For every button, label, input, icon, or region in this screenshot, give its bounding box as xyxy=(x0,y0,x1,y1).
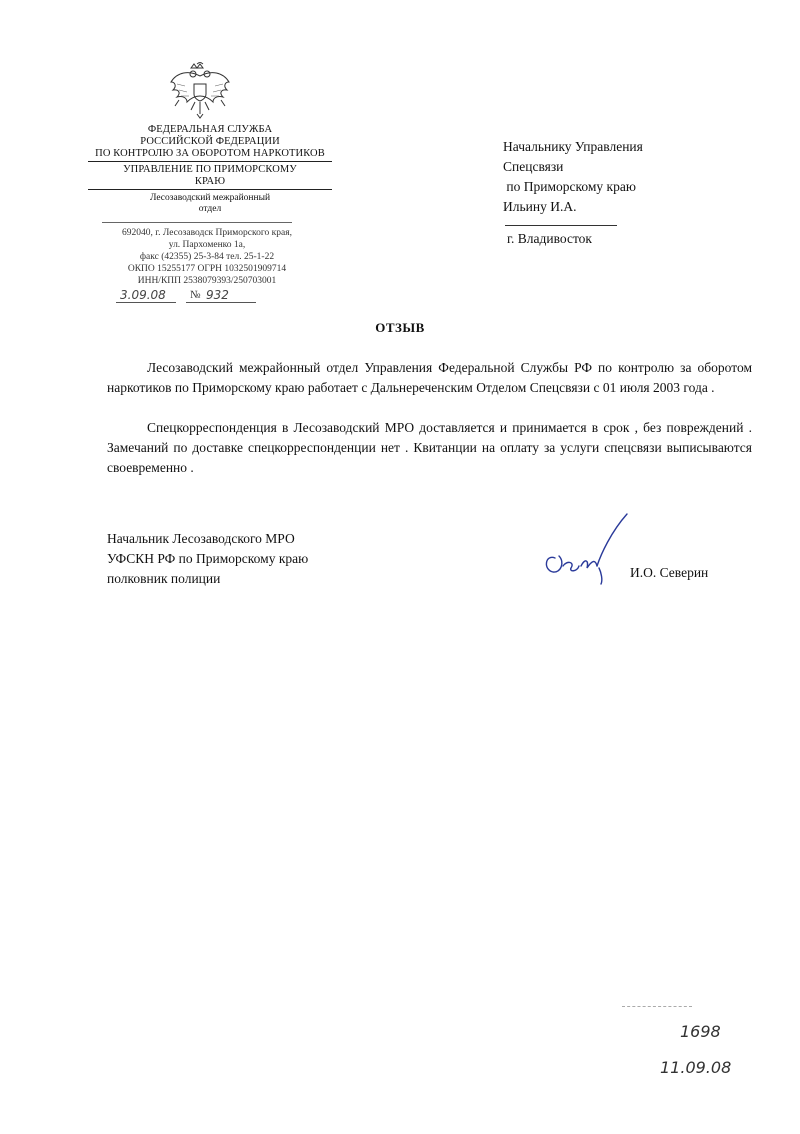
stamp-border xyxy=(622,1006,692,1008)
body-paragraph-1: Лесозаводский межрайонный отдел Управления Федеральной Службы РФ по контролю за оборотом наркотиков по Приморскому краю работает с Дальнереченским Отделом Спецсвязи с 01 июля 2003 года . xyxy=(107,360,752,395)
body-paragraph-2: Спецкорреспонденция в Лесозаводский МРО доставляется и принимается в срок , без повреждений . Замечаний по доставке спецкорреспонденции нет . Квитанции на оплату за услуги спецсвязи выписываются своевременно . xyxy=(107,420,752,475)
signatory-name: И.О. Северин xyxy=(630,565,709,580)
handwritten-number: 932 xyxy=(206,288,229,302)
address-line-1: 692040, г. Лесозаводск Приморского края, xyxy=(122,228,292,238)
letterhead-dept-line-2: КРАЮ xyxy=(194,176,226,187)
registration-date: 11.09.08 xyxy=(660,1058,732,1077)
document-title: ОТЗЫВ xyxy=(375,320,425,335)
recipient-line-4: Ильину И.А. xyxy=(503,199,577,214)
coat-of-arms-emblem xyxy=(167,62,233,122)
handwritten-signature xyxy=(535,510,635,590)
letterhead-org-line-2: РОССИЙСКОЙ ФЕДЕРАЦИИ xyxy=(140,136,280,147)
address-line-2: ул. Пархоменко 1а, xyxy=(168,240,246,250)
signature-line-3: полковник полиции xyxy=(107,571,221,586)
recipient-divider xyxy=(505,225,617,226)
address-line-4: ОКПО 15255177 ОГРН 1032501909714 xyxy=(127,264,287,274)
recipient-line-2: Спецсвязи xyxy=(503,159,564,174)
letterhead-sub-line-2: отдел xyxy=(198,204,222,214)
recipient-line-1: Начальнику Управления xyxy=(503,139,643,154)
date-underline xyxy=(116,302,176,303)
number-underline xyxy=(186,302,256,303)
letterhead-divider xyxy=(88,189,332,190)
letterhead-sub-line-1: Лесозаводский межрайонный xyxy=(149,193,271,203)
address-line-3: факс (42355) 25-3-84 тел. 25-1-22 xyxy=(139,252,275,262)
letterhead-dept-line-1: УПРАВЛЕНИЕ ПО ПРИМОРСКОМУ xyxy=(123,164,297,175)
letterhead-divider xyxy=(88,161,332,162)
recipient-line-3: по Приморскому краю xyxy=(503,179,636,194)
number-sign: № xyxy=(190,289,201,301)
address-line-5: ИНН/КПП 2538079393/250703001 xyxy=(137,276,277,286)
letterhead-org-line-3: ПО КОНТРОЛЮ ЗА ОБОРОТОМ НАРКОТИКОВ xyxy=(95,148,325,159)
handwritten-date: 3.09.08 xyxy=(120,288,166,302)
signature-line-1: Начальник Лесозаводского МРО xyxy=(107,531,295,546)
letterhead-divider xyxy=(102,222,292,223)
signature-line-2: УФСКН РФ по Приморскому краю xyxy=(107,551,309,566)
recipient-city: г. Владивосток xyxy=(507,231,592,246)
registration-number: 1698 xyxy=(680,1022,721,1041)
letterhead-org-line-1: ФЕДЕРАЛЬНАЯ СЛУЖБА xyxy=(147,124,273,135)
